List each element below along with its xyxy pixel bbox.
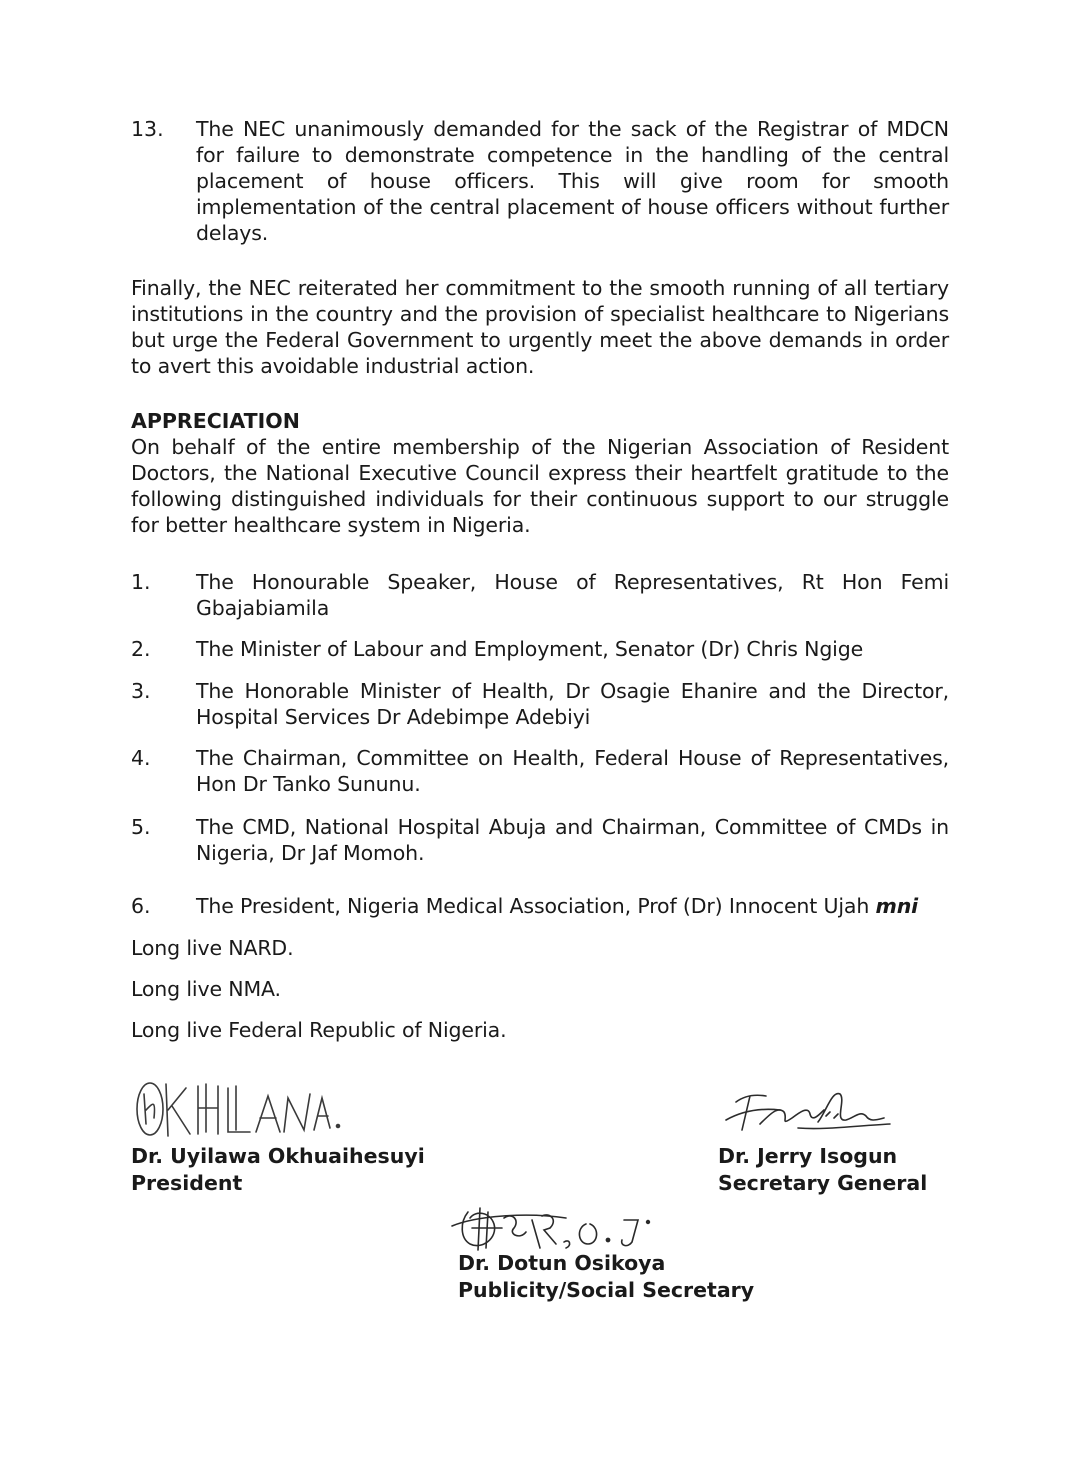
president-signature (132, 1074, 352, 1144)
appreciation-item-3-text: The Honorable Minister of Health, Dr Osagie Ehanire and the Director, Hospital Services Dr Adebimpe Adebiyi (196, 679, 949, 729)
closing-paragraph: Finally, the NEC reiterated her commitment to the smooth running of all tertiary institutions in the country and the provision of specialist healthcare to Nigerians but urge the Federal Government to urgently meet the above demands in order to avert this avoidable industrial action. (131, 276, 949, 378)
item-13-number: 13. (131, 117, 164, 141)
appreciation-item-4-number: 4. (131, 746, 151, 770)
long-live-nma: Long live NMA. (131, 977, 281, 1001)
appreciation-heading: APPRECIATION (131, 409, 300, 433)
appreciation-item-6-text (196, 893, 949, 919)
appreciation-item-6-number: 6. (131, 894, 151, 918)
appreciation-item-4-text: The Chairman, Committee on Health, Federal House of Representatives, Hon Dr Tanko Sununu. (196, 746, 949, 796)
publicity-secretary-name: Dr. Dotun Osikoya (458, 1251, 666, 1275)
appreciation-item-2-text: The Minister of Labour and Employment, Senator (Dr) Chris Ngige (196, 637, 864, 661)
appreciation-item-5-text: The CMD, National Hospital Abuja and Chairman, Committee of CMDs in Nigeria, Dr Jaf Momoh. (196, 815, 949, 865)
secretary-general-signature (714, 1072, 904, 1142)
long-live-nard: Long live NARD. (131, 936, 294, 960)
publicity-secretary-title: Publicity/Social Secretary (458, 1278, 755, 1302)
appreciation-item-2-number: 2. (131, 637, 151, 661)
president-name: Dr. Uyilawa Okhuaihesuyi (131, 1144, 425, 1168)
appreciation-intro: On behalf of the entire membership of the Nigerian Association of Resident Doctors, the National Executive Council express their heartfelt gratitude to the following distinguished individuals for their continuous support to our struggle for better healthcare system in Nigeria. (131, 435, 949, 537)
item-13-text: The NEC unanimously demanded for the sack of the Registrar of MDCN for failure to demonstrate competence in the handling of the central placement of house officers. This will give room for smooth implementation of the central placement of house officers without further delays. (196, 117, 949, 245)
president-title: President (131, 1171, 243, 1195)
appreciation-item-6-main: The President, Nigeria Medical Association, Prof (Dr) Innocent Ujah (196, 894, 876, 918)
secretary-general-name: Dr. Jerry Isogun (718, 1144, 898, 1168)
secretary-general-title: Secretary General (718, 1171, 928, 1195)
appreciation-item-1-number: 1. (131, 570, 151, 594)
appreciation-item-1-text: The Honourable Speaker, House of Representatives, Rt Hon Femi Gbajabiamila (196, 570, 949, 620)
appreciation-item-3-number: 3. (131, 679, 151, 703)
appreciation-item-6-suffix: mni (875, 894, 919, 918)
appreciation-item-5-number: 5. (131, 815, 151, 839)
long-live-nigeria: Long live Federal Republic of Nigeria. (131, 1018, 507, 1042)
